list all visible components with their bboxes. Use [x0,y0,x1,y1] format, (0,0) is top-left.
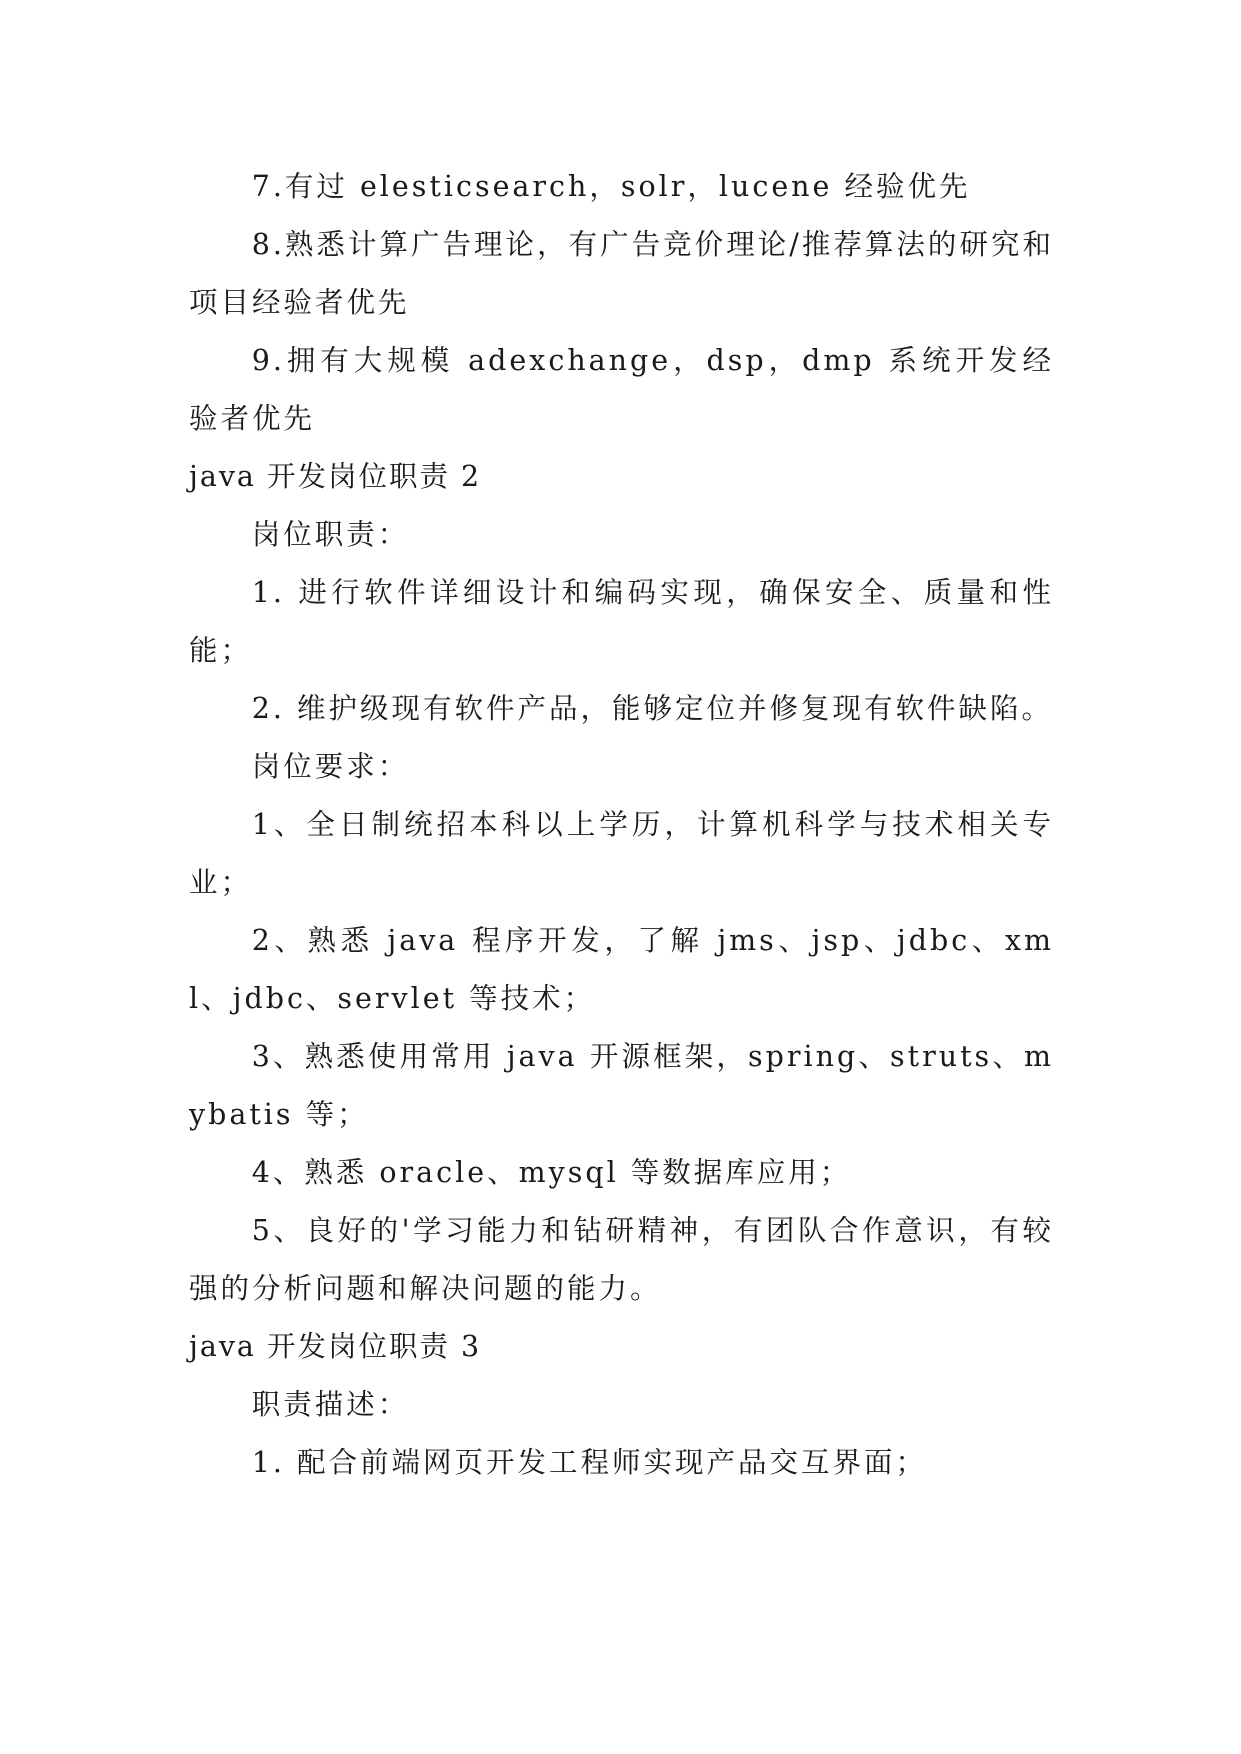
subheading-job-description: 职责描述： [251,1388,410,1421]
section-heading-2: java 开发岗位职责 2 [189,460,482,493]
requirement-item-7: 7.有过 elesticsearch，solr，lucene 经验优先 [251,170,971,203]
subheading-duties: 岗位职责： [251,518,410,551]
requirement-item-4: 4、熟悉 oracle、mysql 等数据库应用； [251,1156,852,1189]
document-body [189,158,1054,1492]
duty-item-1: 1. 进行软件详细设计和编码实现，确保安全、质量和性能； [189,576,1054,667]
requirement-item-8: 8.熟悉计算广告理论，有广告竞价理论/推荐算法的研究和项目经验者优先 [189,228,1054,319]
subheading-requirements: 岗位要求： [251,750,410,783]
requirement-item-2: 2、熟悉 java 程序开发，了解 jms、jsp、jdbc、xml、jdbc、servlet 等技术； [189,924,1054,1015]
requirement-item-9: 9.拥有大规模 adexchange，dsp，dmp 系统开发经验者优先 [189,344,1054,435]
duty-item-2: 2. 维护级现有软件产品，能够定位并修复现有软件缺陷。 [251,692,1053,725]
section-heading-3: java 开发岗位职责 3 [189,1330,482,1363]
job-description-item-1: 1. 配合前端网页开发工程师实现产品交互界面； [251,1446,927,1479]
requirement-item-3: 3、熟悉使用常用 java 开源框架，spring、struts、mybatis 等； [189,1040,1054,1131]
requirement-item-1: 1、全日制统招本科以上学历，计算机科学与技术相关专业； [189,808,1054,899]
requirement-item-5: 5、良好的'学习能力和钻研精神，有团队合作意识，有较强的分析问题和解决问题的能力。 [189,1214,1054,1305]
